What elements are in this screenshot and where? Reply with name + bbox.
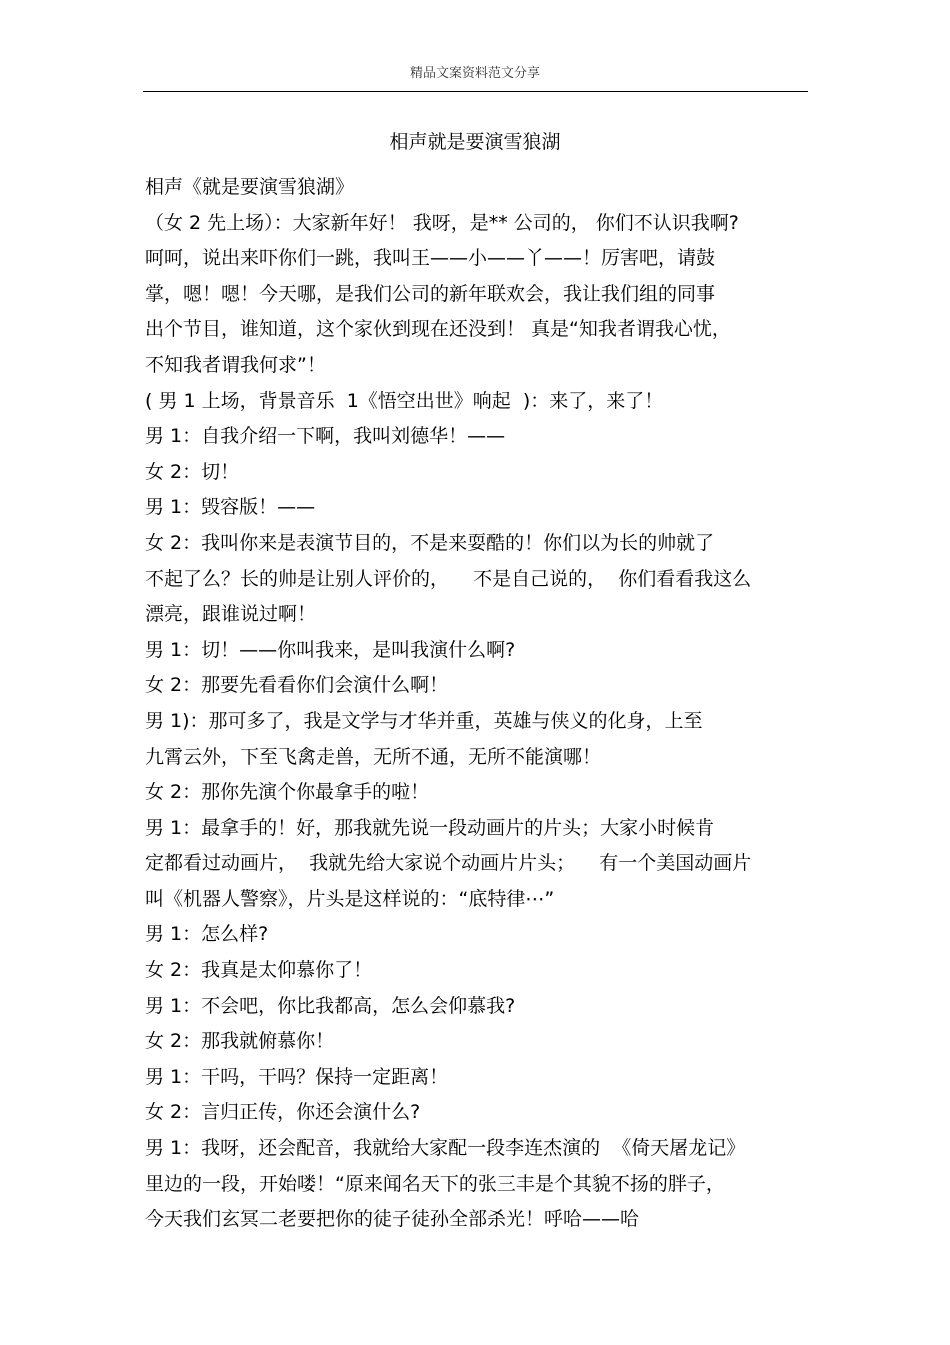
text-line: ( 男 1 上场，背景音乐 1《悟空出世》响起 )：来了，来了！: [145, 389, 664, 412]
text-line: 女 2：那要先看看你们会演什么啊！: [145, 674, 449, 697]
text-line: 女 2：那我就俯慕你！: [145, 1030, 335, 1053]
text-line: 不起了么？长的帅是让别人评价的， 不是自己说的， 你们看看我这么: [145, 567, 752, 590]
text-line: 九霄云外，下至飞禽走兽，无所不通，无所不能演哪！: [145, 745, 602, 768]
text-line: 男 1：干吗，干吗？保持一定距离！: [145, 1065, 449, 1088]
text-line: 相声《就是要演雪狼湖》: [145, 176, 355, 198]
text-line: 出个节目，谁知道，这个家伙到现在还没到！ 真是“知我者谓我心忧，: [145, 318, 731, 341]
text-line: 男 1：不会吧，你比我都高，怎么会仰慕我?: [145, 994, 516, 1017]
document-body: [145, 170, 810, 1238]
text-line: 女 2：那你先演个你最拿手的啦！: [145, 781, 430, 804]
text-line: 定都看过动画片， 我就先给大家说个动画片片头； 有一个美国动画片: [145, 852, 752, 875]
text-line: 里边的一段，开始喽！“原来闻名天下的张三丰是个其貌不扬的胖子，: [145, 1172, 725, 1195]
text-line: 男 1：怎么样?: [145, 923, 269, 946]
text-line: 掌，嗯！嗯！今天哪，是我们公司的新年联欢会，我让我们组的同事: [145, 282, 716, 305]
text-line: 女 2：我真是太仰慕你了！: [145, 959, 373, 982]
text-line: （女 2 先上场）：大家新年好！ 我呀，是** 公司的， 你们不认识我啊?: [145, 211, 739, 234]
text-line: 不知我者谓我何求”！: [145, 353, 326, 376]
text-line: 男 1：毁容版！——: [145, 496, 316, 519]
text-line: 男 1：自我介绍一下啊，我叫刘德华！——: [145, 425, 506, 448]
text-line: 女 2：言归正传，你还会演什么?: [145, 1101, 421, 1124]
page-header: 精品文案资料范文分享: [409, 66, 540, 81]
text-line: 叫《机器人警察》，片头是这样说的：“底特律⋯”: [145, 887, 555, 910]
text-line: 呵呵，说出来吓你们一跳，我叫王——小——丫——！厉害吧，请鼓: [145, 247, 716, 270]
text-line: 男 1：我呀，还会配音，我就给大家配一段李连杰演的 《倚天屠龙记》: [145, 1137, 746, 1160]
header-divider: [143, 91, 808, 92]
text-line: 女 2：我叫你来是表演节目的，不是来耍酷的！你们以为长的帅就了: [145, 531, 715, 554]
text-line: 漂亮，跟谁说过啊！: [145, 603, 317, 626]
text-line: 男 1)：那可多了，我是文学与才华并重，英雄与侠义的化身，上至: [145, 709, 703, 732]
document-title: 相声就是要演雪狼湖: [389, 131, 561, 153]
text-line: 男 1：切！——你叫我来，是叫我演什么啊?: [145, 638, 516, 661]
text-line: 今天我们玄冥二老要把你的徒子徒孙全部杀光！呼哈——哈: [145, 1208, 640, 1231]
text-line: 男 1：最拿手的！好，那我就先说一段动画片的片头；大家小时候肯: [145, 816, 715, 839]
text-line: 女 2：切！: [145, 460, 240, 483]
